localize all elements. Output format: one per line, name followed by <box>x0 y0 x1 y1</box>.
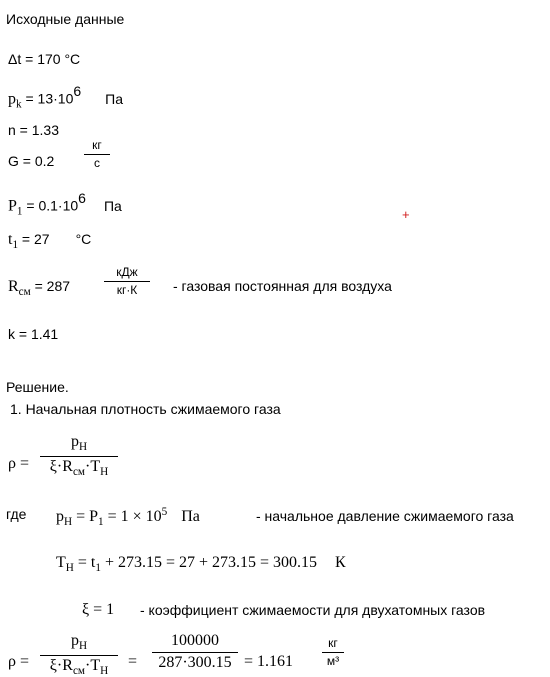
rho-calc-den-part-b: ·T <box>84 656 101 674</box>
rho-calc-den-part-a: ξ·R <box>49 656 73 674</box>
th-subscript-2: 1 <box>95 561 101 574</box>
rho-num-subscript: Н <box>78 440 88 453</box>
rho-calc-num-subscript: Н <box>78 639 88 652</box>
cursor-plus-icon: + <box>402 207 410 222</box>
param-rcm-subscript: см <box>18 285 31 298</box>
param-pk-value: = 13·10 <box>21 90 74 107</box>
param-p1-exponent: 6 <box>78 190 86 206</box>
param-rcm-note: - газовая постоянная для воздуха <box>173 278 392 294</box>
step-1-heading: 1. Начальная плотность сжимаемого газа <box>10 401 281 417</box>
rho-calc-fraction-2 <box>152 633 238 672</box>
param-rcm-value: = 287 <box>30 278 71 294</box>
fraction-bar <box>104 281 150 282</box>
th-mid: = t <box>73 554 96 571</box>
rho-calc-num-symbol: p <box>70 632 79 649</box>
rho-num-symbol: p <box>70 433 79 450</box>
solution-label: Решение. <box>6 379 69 395</box>
param-g-unit-den: с <box>94 155 100 170</box>
where-subscript: Н <box>64 516 73 529</box>
param-pk <box>8 84 123 111</box>
param-t1-subscript: 1 <box>12 238 19 251</box>
where-symbol: p <box>56 508 64 526</box>
rho-calc-den-subscript-2: Н <box>100 664 109 677</box>
rho-den-part-b: ·T <box>84 457 101 475</box>
rho-calc-num2: 100000 <box>171 632 219 649</box>
th-unit: К <box>335 554 346 571</box>
rho-calc-num <box>40 633 118 653</box>
where-unit: Па <box>181 508 200 526</box>
fraction-bar <box>40 456 118 457</box>
param-rcm-symbol: R <box>8 278 19 295</box>
param-t1-unit: °C <box>75 231 92 247</box>
param-p1-unit: Па <box>103 197 122 214</box>
param-rcm <box>8 279 70 298</box>
where-subscript-2: 1 <box>98 516 104 529</box>
param-delta-t: Δt = 170 °C <box>8 51 81 67</box>
rho-calc-den2: 287·300.15 <box>158 653 232 671</box>
rho-calc-lhs: ρ = <box>8 653 30 670</box>
param-n: n = 1.33 <box>8 122 59 138</box>
rho-formula-lhs: ρ = <box>8 455 30 472</box>
rho-calc-fraction <box>40 633 118 677</box>
rho-den-subscript: см <box>72 465 85 478</box>
param-rcm-unit-num: кДж <box>116 265 138 279</box>
where-note: - начальное давление сжимаемого газа <box>256 508 514 524</box>
where-exponent: 5 <box>161 506 168 518</box>
param-g-unit-num: кг <box>92 138 102 152</box>
param-pk-symbol: p <box>8 90 16 108</box>
rho-calc-eq1: = <box>128 653 138 670</box>
where-value: = 1 × 10 <box>103 508 162 526</box>
th-symbol: T <box>56 554 66 571</box>
param-t1-symbol: t <box>8 231 13 248</box>
xi-note: - коэффициент сжимаемости для двухатомных газов <box>140 602 486 618</box>
param-rcm-unit-fraction <box>104 266 150 296</box>
param-p1-value: = 0.1·10 <box>22 197 79 214</box>
param-p1 <box>8 191 122 218</box>
th-equation <box>56 555 346 574</box>
param-pk-unit: Па <box>105 90 124 107</box>
fraction-bar <box>152 652 238 653</box>
rho-calc-unit-num: кг <box>328 636 338 650</box>
th-value: + 273.15 = 27 + 273.15 = 300.15 <box>100 554 318 571</box>
fraction-bar <box>84 154 110 155</box>
param-k: k = 1.41 <box>8 326 59 342</box>
param-g-unit-fraction <box>84 139 110 169</box>
rho-calc-unit-fraction <box>322 637 344 667</box>
param-g: G = 0.2 <box>8 153 55 169</box>
where-word: где <box>6 506 27 522</box>
heading: Исходные данные <box>6 11 125 27</box>
rho-den-subscript-2: Н <box>100 465 109 478</box>
param-p1-symbol: P <box>8 197 17 215</box>
param-t1 <box>8 232 91 251</box>
xi-equation: ξ = 1 <box>82 601 115 618</box>
param-p1-subscript: 1 <box>16 205 23 218</box>
th-subscript: Н <box>65 561 74 574</box>
fraction-bar <box>40 655 118 656</box>
fraction-bar <box>322 652 344 653</box>
rho-formula-den <box>40 459 118 479</box>
rho-formula-num <box>40 434 118 454</box>
rho-formula-fraction <box>40 434 118 478</box>
param-pk-subscript: k <box>16 98 22 111</box>
rho-calc-den-subscript: см <box>72 664 85 677</box>
where-mid: = P <box>72 508 99 526</box>
param-pk-exponent: 6 <box>73 83 82 99</box>
param-rcm-unit-den: кг·К <box>116 282 138 297</box>
rho-calc-den <box>40 658 118 677</box>
where-equation <box>56 507 200 528</box>
rho-calc-unit-den: м³ <box>326 653 340 668</box>
param-t1-value: = 27 <box>18 231 50 247</box>
rho-den-part-a: ξ·R <box>49 457 73 475</box>
rho-calc-result: = 1.161 <box>244 653 294 670</box>
